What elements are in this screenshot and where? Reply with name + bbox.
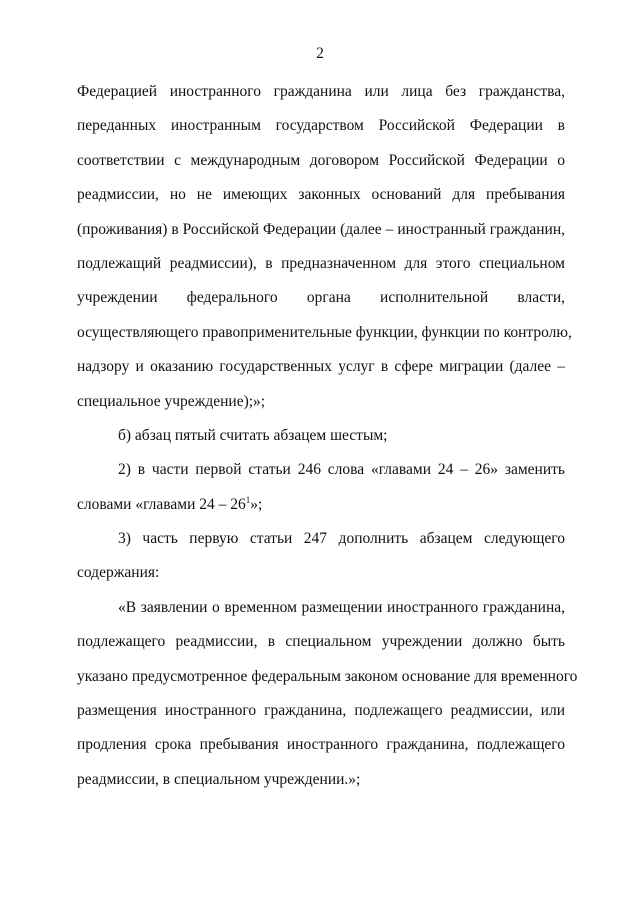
text-line: учреждении федерального органа исполнительной власти, xyxy=(77,289,565,307)
text-line: соответствии с международным договором Российской Федерации о xyxy=(77,151,565,169)
text-line: 3) часть первую статьи 247 дополнить абзацем следующего xyxy=(118,530,565,548)
quoted-paragraph xyxy=(77,598,578,804)
text-line: подлежащий реадмиссии), в предназначенном для этого специальном xyxy=(77,254,565,272)
paragraph-continuation xyxy=(77,82,572,426)
text-line: «В заявлении о временном размещении иностранного гражданина, xyxy=(118,598,565,616)
text-line: указано предусмотренное федеральным законом основание для временного xyxy=(77,667,578,685)
text-line: специальное учреждение);»; xyxy=(77,392,266,410)
paragraph-item-b xyxy=(77,426,565,460)
document-body xyxy=(77,82,578,804)
paragraph-item-3 xyxy=(77,529,565,598)
text-line: б) абзац пятый считать абзацем шестым; xyxy=(118,426,388,444)
text-line: продления срока пребывания иностранного гражданина, подлежащего xyxy=(77,736,565,754)
superscript: 1 xyxy=(245,494,251,505)
text-line: подлежащего реадмиссии, в специальном учреждении должно быть xyxy=(77,633,565,651)
text-line: (проживания) в Российской Федерации (далее – иностранный гражданин, xyxy=(77,220,565,238)
text-line: Федерацией иностранного гражданина или лица без гражданства, xyxy=(77,83,565,100)
text-line: размещения иностранного гражданина, подлежащего реадмиссии, или xyxy=(77,702,565,720)
text-line: 2) в части первой статьи 246 слова «главами 24 – 26» заменить xyxy=(118,461,565,479)
text-line-with-superscript xyxy=(77,495,565,529)
text-line: реадмиссии, в специальном учреждении.»; xyxy=(77,770,361,788)
paragraph-item-2 xyxy=(77,460,565,529)
page-number: 2 xyxy=(316,45,324,62)
text-line: реадмиссии, но не имеющих законных оснований для пребывания xyxy=(77,186,565,204)
text-fragment: словами «главами 24 – 26 xyxy=(77,495,246,513)
text-line: надзору и оказанию государственных услуг в сфере миграции (далее – xyxy=(77,358,565,376)
text-fragment: »; xyxy=(250,495,263,513)
text-line: содержания: xyxy=(77,564,160,582)
text-line: осуществляющего правоприменительные функции, функции по контролю, xyxy=(77,323,572,341)
text-line: переданных иностранным государством Российской Федерации в xyxy=(77,117,565,135)
